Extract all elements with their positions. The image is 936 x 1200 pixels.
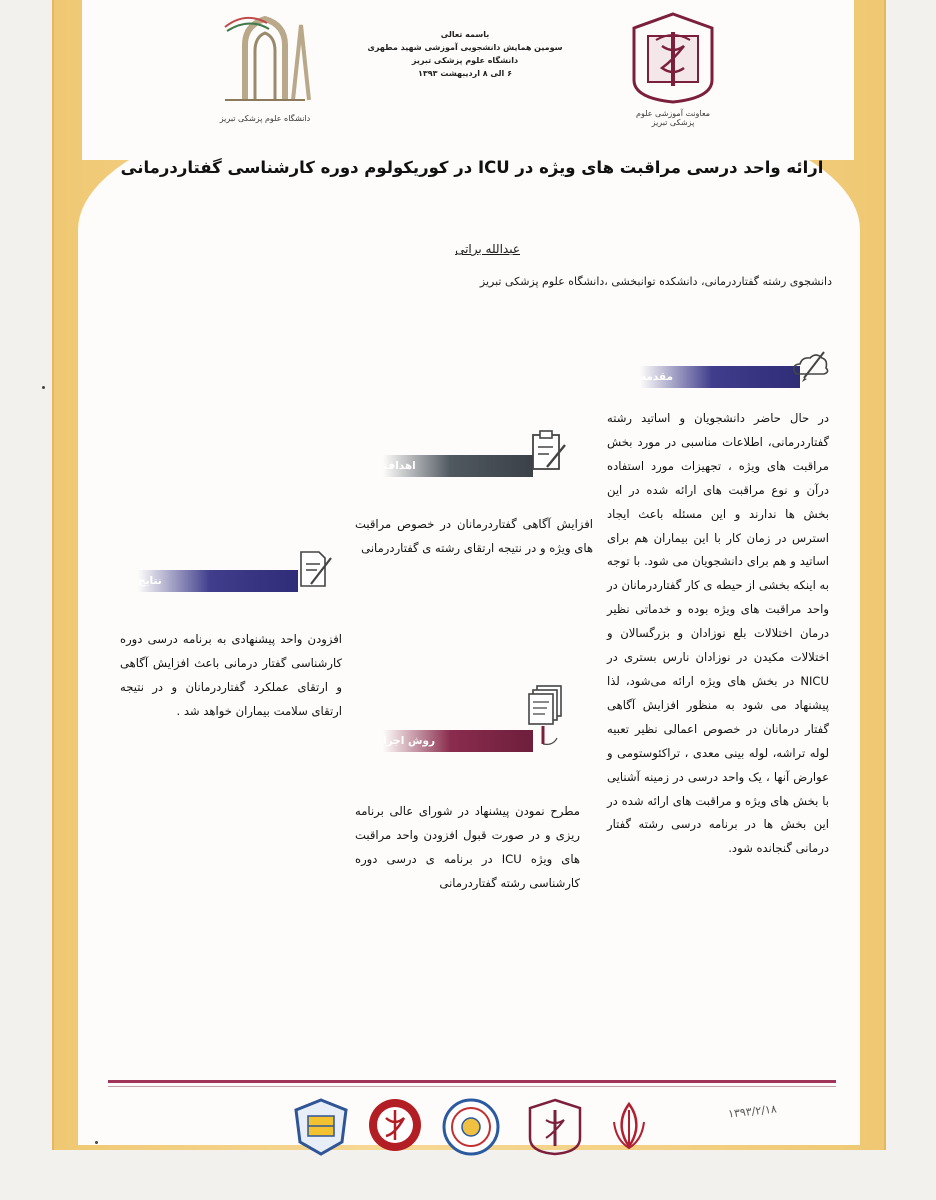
method-text: مطرح نمودن پیشنهاد در شورای عالی برنامه ریزی و در صورت قبول افزودن واحد مراقبت های ویژه ICU در برنامه ی درسی دوره کارشناسی رشته گفتاردرمانی — [355, 804, 580, 890]
margin-dot — [95, 1141, 98, 1144]
conference-name: سومین همایش دانشجویی آموزشی شهید مطهری — [367, 43, 563, 52]
goals-heading — [383, 455, 583, 477]
poster-title: ارائه واحد درسی مراقبت های ویژه در ICU در کوریکولوم دوره کارشناسی گفتاردرمانی — [120, 158, 824, 177]
intro-heading-label: مقدمه — [640, 366, 800, 388]
margin-dot — [42, 386, 45, 389]
signature-date: ۱۳۹۳/۲/۱۸ — [727, 1102, 778, 1121]
footer-divider-thin — [108, 1086, 836, 1087]
university-footer-logo-icon — [524, 1096, 586, 1158]
goals-heading-label: اهداف — [383, 455, 533, 477]
circular-seal-icon — [440, 1096, 502, 1158]
conference-logo — [205, 5, 325, 125]
results-text: افزودن واحد پیشنهادی به برنامه درسی دوره کارشناسی گفتار درمانی باعث افزایش آگاهی و ارتقای عملکرد گفتاردرمانان و در نتیجه ارتقای سلامت بیماران خواهد شد . — [120, 632, 342, 718]
conference-date: ۶ الی ۸ اردیبهشت ۱۳۹۳ — [418, 69, 512, 78]
blue-shield-logo-icon — [290, 1096, 352, 1158]
right-logo-caption: معاونت آموزشی علوم پزشکی تبریز — [636, 109, 710, 127]
method-heading-label: روش اجرا — [383, 730, 533, 752]
university-logo — [628, 10, 718, 140]
clipboard-pen-icon — [523, 427, 571, 475]
intro-text: در حال حاضر دانشجویان و اساتید رشته گفتاردرمانی، اطلاعات مناسبی در مورد بخش مراقبت های ویژه ، تجهیزات مورد استفاده درآن و نوع مراقبت های ارائه شده در این بخش ها ندارند و این مسئله باعث ایجاد استرس در زمان کار با این بیماران هم برای اساتید و هم برای دانشجویان می شود. با توجه به اینکه بخشی از حیطه ی کار گفتاردرمانان در واحد مراقبت های ویژه بوده و خدماتی نظیر درمان اختلالات بلع نوزادان و بزرگسالان و اختلالات مکیدن در نوزادان نارس بستری در NICU در بخش های ویژه ارائه می‌شود، لذا پیشنهاد می شود به منظور افزایش آگاهی گفتار درمانان در خصوص اعمالی نظیر تعبیه لوله تراشه، لوله بینی معدی ، تراکئوستومی و عوارض آنها ، یک واحد درسی در زمینه آشنایی با بخش های ویژه و مراقبت های ارائه شده در این بخش ها در برنامه درسی رشته گفتار درمانی گنجانده شود. — [607, 411, 829, 856]
iran-emblem-icon — [598, 1096, 660, 1158]
pen-cloud-icon — [790, 344, 832, 386]
document-pen-icon — [293, 548, 335, 590]
stacked-papers-pen-icon — [523, 680, 573, 750]
method-heading — [383, 730, 583, 752]
university-name: دانشگاه علوم پزشکی تبریز — [411, 56, 519, 65]
university-emblem-icon — [628, 10, 718, 105]
basmala-line: باسمه تعالی — [440, 30, 490, 39]
author-name: عبدالله براتی — [455, 242, 520, 256]
red-round-logo-icon — [364, 1096, 426, 1158]
author-affiliation: دانشجوی رشته گفتاردرمانی، دانشکده توانبخشی ،دانشگاه علوم پزشکی تبریز — [479, 275, 832, 288]
footer-divider — [108, 1080, 836, 1083]
left-logo-caption: دانشگاه علوم پزشکی تبریز — [219, 114, 311, 123]
goals-text: افزایش آگاهی گفتاردرمانان در خصوص مراقبت های ویژه و در نتیجه ارتقای رشته ی گفتاردرمانی — [355, 517, 593, 555]
header-text-block — [340, 28, 590, 80]
conference-emblem-icon — [205, 5, 325, 110]
intro-heading — [640, 366, 830, 388]
results-heading — [138, 570, 338, 592]
results-heading-label: نتایج — [138, 570, 298, 592]
